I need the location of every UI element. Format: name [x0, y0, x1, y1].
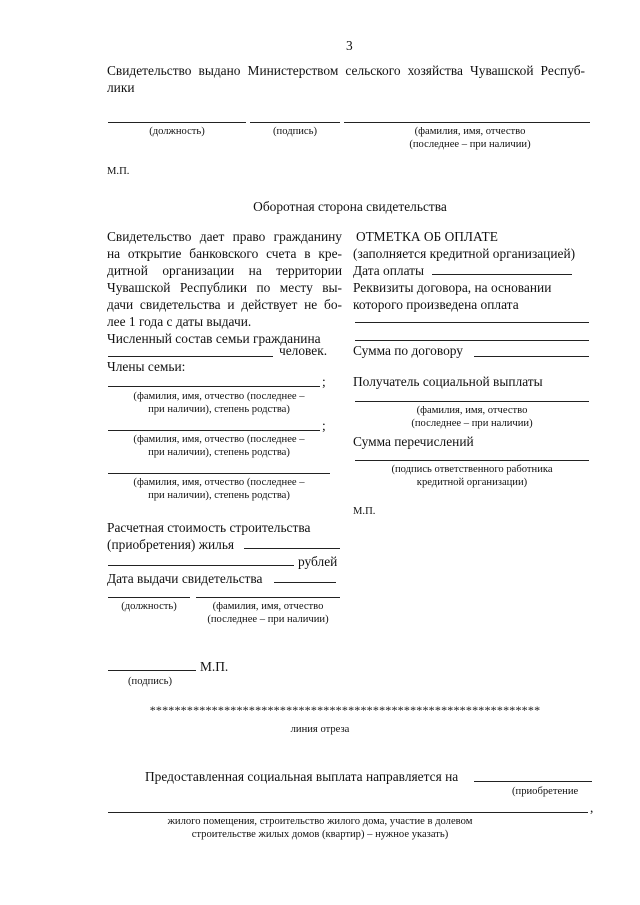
position-caption-2: (должность) [121, 601, 177, 612]
name-caption-2: (последнее – при наличии) [409, 139, 531, 150]
transfer-sum-line [355, 460, 589, 461]
member-caption-3b: при наличии), степень родства) [148, 490, 290, 501]
family-count-label: Численный состав семьи гражданина [107, 331, 321, 346]
member-caption-1b: при наличии), степень родства) [148, 404, 290, 415]
rights-line: дитной организации на территории [107, 263, 342, 278]
rubles-label: рублей [298, 554, 338, 569]
rights-line: дачи свидетельства и действует не бо- [107, 297, 342, 312]
stamp-mark-2: М.П. [200, 659, 229, 674]
signature-caption: (подпись) [273, 126, 317, 137]
member-line-1 [108, 386, 320, 387]
contract-line-2 [355, 340, 589, 341]
purpose-start-caption: (приобретение [512, 786, 579, 797]
bank-signature-caption-1: (подпись ответственного работника [391, 464, 553, 475]
contract-details-label: Реквизиты договора, на основании [353, 280, 552, 295]
signature-line [250, 122, 340, 123]
name-caption-1: (фамилия, имя, отчество [414, 126, 526, 137]
position-line [108, 122, 246, 123]
bank-signature-caption-2: кредитной организации) [416, 477, 528, 488]
recipient-line [355, 401, 589, 402]
estimated-cost-label: Расчетная стоимость строительства [107, 520, 311, 535]
name-caption-2b: (последнее – при наличии) [207, 614, 329, 625]
stamp-mark: М.П. [107, 166, 130, 177]
purpose-caption-2: строительстве жилых домов (квартир) – нужное указать) [191, 829, 449, 840]
cut-line-stars: *************************************************************** [149, 703, 541, 717]
contract-sum-label: Сумма по договору [353, 343, 463, 358]
stamp-mark-3: М.П. [353, 506, 376, 517]
purpose-caption-1: жилого помещения, строительство жилого дома, участие в долевом [167, 816, 473, 827]
rights-line: Чувашской Республики по месту вы- [107, 280, 342, 295]
member-semicolon-1: ; [322, 374, 326, 389]
payment-date-line [432, 274, 572, 275]
rights-line: Свидетельство дает право гражданину [107, 229, 342, 244]
payment-mark-title: ОТМЕТКА ОБ ОПЛАТЕ [356, 229, 498, 244]
name-caption-2a: (фамилия, имя, отчество [212, 601, 324, 612]
contract-sum-line [474, 356, 589, 357]
member-semicolon-2: ; [322, 418, 326, 433]
rights-line: на открытие банковского счета в кре- [107, 246, 342, 261]
position-caption: (должность) [149, 126, 205, 137]
reverse-side-title: Оборотная сторона свидетельства [253, 199, 447, 214]
signature-caption-2: (подпись) [128, 676, 172, 687]
recipient-caption-1: (фамилия, имя, отчество [416, 405, 528, 416]
family-members-label: Члены семьи: [107, 359, 186, 374]
member-caption-2b: при наличии), степень родства) [148, 447, 290, 458]
payment-direction-text: Предоставленная социальная выплата направляется на [145, 769, 459, 784]
contract-details-label-2: которого произведена оплата [353, 297, 519, 312]
purpose-comma: , [590, 800, 594, 815]
member-line-2 [108, 430, 320, 431]
member-caption-2a: (фамилия, имя, отчество (последнее – [133, 434, 305, 445]
transfer-sum-label: Сумма перечислений [353, 434, 474, 449]
estimated-cost-line [244, 548, 340, 549]
payment-date-label: Дата оплаты [353, 263, 425, 278]
page-number: 3 [346, 38, 353, 53]
member-line-3 [108, 473, 330, 474]
rubles-line [108, 565, 294, 566]
payment-direction-line [474, 781, 592, 782]
recipient-label: Получатель социальной выплаты [353, 374, 543, 389]
signature-line-2 [108, 670, 196, 671]
issue-date-label: Дата выдачи свидетельства [107, 571, 263, 586]
member-caption-3a: (фамилия, имя, отчество (последнее – [133, 477, 305, 488]
payment-mark-subtitle: (заполняется кредитной организацией) [353, 246, 576, 261]
contract-line-1 [355, 322, 589, 323]
cut-line-label: линия отреза [290, 724, 350, 735]
name-line [344, 122, 590, 123]
position-line-2 [108, 597, 190, 598]
estimated-cost-label-2: (приобретения) жилья [107, 537, 235, 552]
persons-label: человек. [279, 343, 328, 358]
rights-line: лее 1 года с даты выдачи. [107, 314, 252, 329]
issue-date-line [274, 582, 336, 583]
name-line-2 [196, 597, 340, 598]
issued-by-line1: Свидетельство выдано Министерством сельского хозяйства Чувашской Респуб- [107, 63, 585, 78]
member-caption-1a: (фамилия, имя, отчество (последнее – [133, 391, 305, 402]
issued-by-line2: лики [107, 80, 135, 95]
recipient-caption-2: (последнее – при наличии) [411, 418, 533, 429]
purpose-line [108, 812, 588, 813]
family-count-line [108, 356, 273, 357]
